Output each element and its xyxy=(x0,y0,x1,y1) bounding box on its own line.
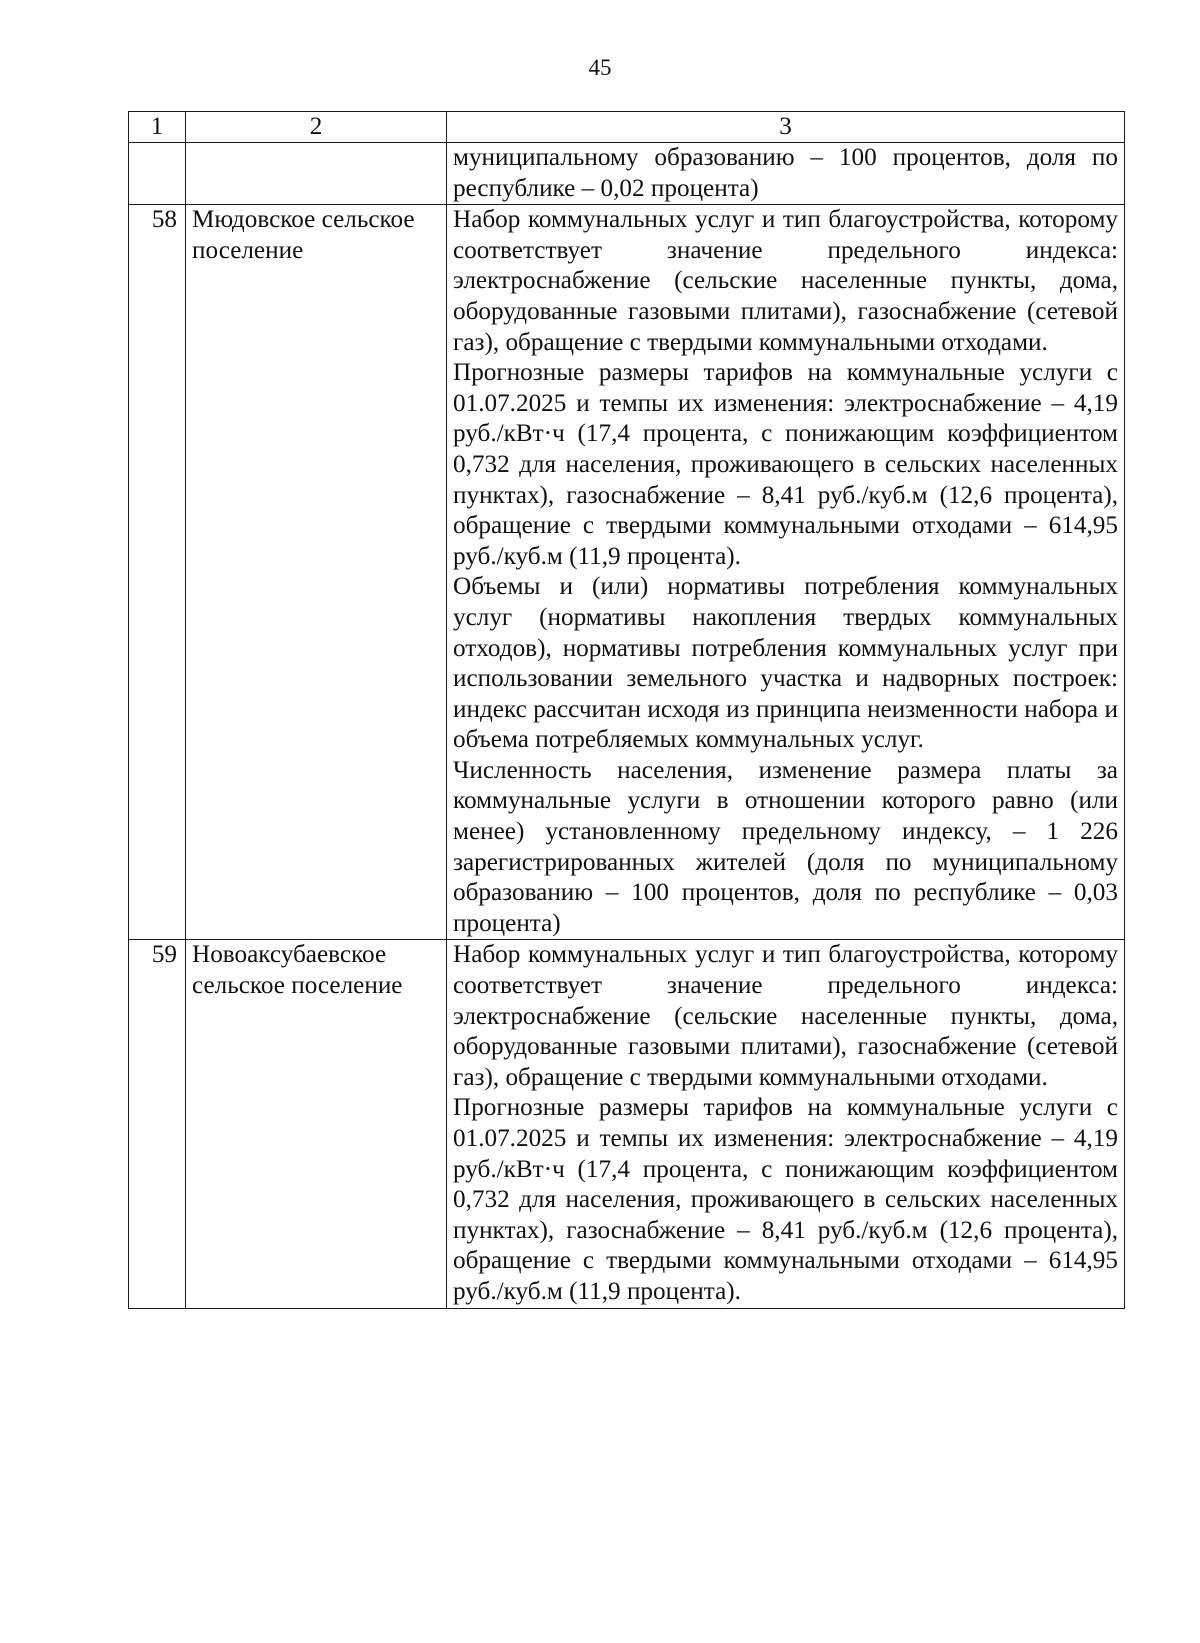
row-number xyxy=(129,143,186,205)
paragraph: муниципальному образованию – 100 процентов, доля по республике – 0,02 процента) xyxy=(453,144,1118,202)
paragraph: Объемы и (или) нормативы потребления коммунальных услуг (нормативы накопления твердых коммунальных отходов), нормативы потребления коммунальных услуг при использовании земельного участка и надворных построек: индекс рассчитан исходя из принципа неизменности набора и объема потребляемых коммунальных услуг. xyxy=(453,573,1118,754)
description-cell xyxy=(447,205,1125,940)
column-header-2: 2 xyxy=(186,112,447,143)
description-cell xyxy=(447,940,1125,1308)
settlement-name: Мюдовское сельское поселение xyxy=(186,205,447,940)
tariff-table xyxy=(128,111,1125,1309)
table-row xyxy=(129,940,1125,1308)
row-number: 58 xyxy=(129,205,186,940)
settlement-name: Новоаксубаевское сельское поселение xyxy=(186,940,447,1308)
table-row xyxy=(129,143,1125,205)
page-number: 45 xyxy=(588,55,612,80)
description-cell xyxy=(447,143,1125,205)
settlement-name xyxy=(186,143,447,205)
column-header-1: 1 xyxy=(129,112,186,143)
paragraph: Набор коммунальных услуг и тип благоустройства, которому соответствует значение предельного индекса: электроснабжение (сельские населенные пункты, дома, оборудованные газовыми плитами), газоснабжение (сетевой газ), обращение с твердыми коммунальными отходами. xyxy=(453,941,1118,1091)
row-number: 59 xyxy=(129,940,186,1308)
paragraph: Численность населения, изменение размера платы за коммунальные услуги в отношении которого равно (или менее) установленному предельному индексу, – 1 226 зарегистрированных жителей (доля по муниципальному образованию – 100 процентов, доля по республике – 0,03 процента) xyxy=(453,756,1118,937)
paragraph: Прогнозные размеры тарифов на коммунальные услуги с 01.07.2025 и темпы их изменения: электроснабжение – 4,19 руб./кВт·ч (17,4 процента, с понижающим коэффициентом 0,732 для населения, проживающего в сельских населенных пунктах), газоснабжение – 8,41 руб./куб.м (12,6 процента), обращение с твердыми коммунальными отходами – 614,95 руб./куб.м (11,9 процента). xyxy=(453,1094,1118,1305)
table-header-row xyxy=(129,112,1125,143)
column-header-3: 3 xyxy=(447,112,1125,143)
paragraph: Набор коммунальных услуг и тип благоустройства, которому соответствует значение предельного индекса: электроснабжение (сельские населенные пункты, дома, оборудованные газовыми плитами), газоснабжение (сетевой газ), обращение с твердыми коммунальными отходами. xyxy=(453,206,1118,356)
table-row xyxy=(129,205,1125,940)
paragraph: Прогнозные размеры тарифов на коммунальные услуги с 01.07.2025 и темпы их изменения: электроснабжение – 4,19 руб./кВт·ч (17,4 процента, с понижающим коэффициентом 0,732 для населения, проживающего в сельских населенных пунктах), газоснабжение – 8,41 руб./куб.м (12,6 процента), обращение с твердыми коммунальными отходами – 614,95 руб./куб.м (11,9 процента). xyxy=(453,359,1118,570)
